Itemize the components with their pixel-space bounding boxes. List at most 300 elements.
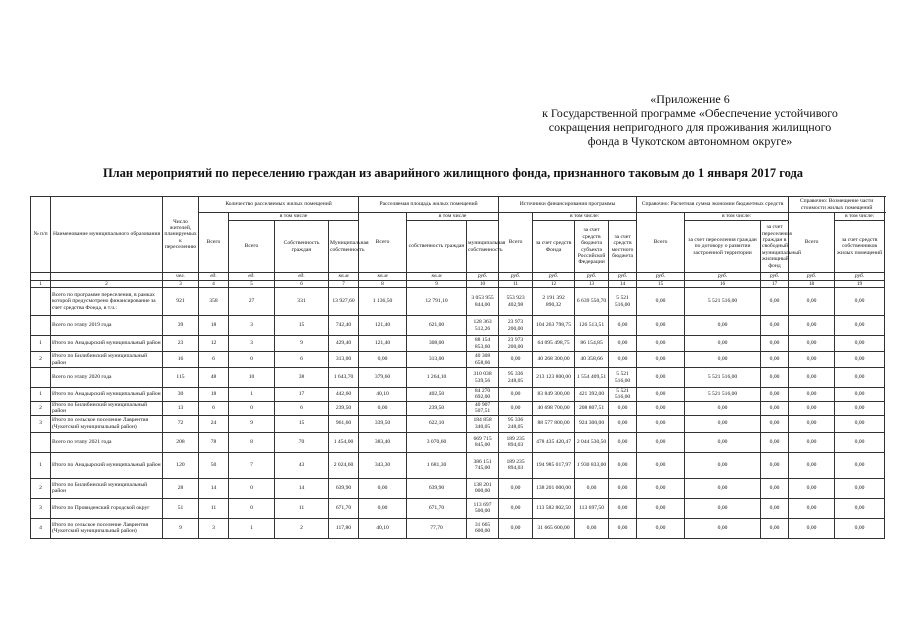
table-cell bbox=[51, 273, 163, 280]
table-cell: Итого по сельское поселение Лаврентия (Чукотский муниципальный район) bbox=[51, 415, 163, 432]
table-cell: 553 923 402,98 bbox=[499, 288, 533, 316]
header-area-private: собственность граждан bbox=[407, 221, 467, 273]
table-cell: 95 336 248,05 bbox=[499, 415, 533, 432]
table-cell: 18 bbox=[199, 316, 229, 336]
header-extra-incl: в том числе: bbox=[685, 213, 789, 221]
table-cell: 0,00 bbox=[789, 288, 835, 316]
table-cell: 95 336 248,05 bbox=[499, 368, 533, 388]
header-source-local: за счет средств местного бюджета bbox=[609, 221, 637, 273]
table-cell: 3 070,60 bbox=[407, 432, 467, 452]
table-cell: 429,40 bbox=[329, 336, 359, 352]
table-cell: 40 698 700,00 bbox=[533, 401, 575, 415]
table-cell: 23 973 200,00 bbox=[499, 336, 533, 352]
table-cell: 0,00 bbox=[637, 452, 685, 478]
table-cell: 120 bbox=[163, 452, 199, 478]
table-cell: 0,00 bbox=[835, 498, 885, 518]
table-cell: 138 201 000,00 bbox=[467, 478, 499, 498]
header-sources-incl: в том числе: bbox=[533, 213, 637, 221]
header-comp-incl: в том числе: bbox=[835, 213, 885, 221]
table-cell: Всего по этапу 2019 года bbox=[51, 316, 163, 336]
table-cell: 6 bbox=[275, 352, 329, 368]
table-cell: 0,00 bbox=[609, 415, 637, 432]
nums-row bbox=[31, 280, 885, 287]
table-cell: кв.м bbox=[407, 273, 467, 280]
table-cell: 1 bbox=[31, 336, 51, 352]
table-cell: 0,00 bbox=[359, 478, 407, 498]
table-cell: 0,00 bbox=[359, 401, 407, 415]
table-cell: 0 bbox=[229, 352, 275, 368]
table-cell: 40 907 507,51 bbox=[467, 401, 499, 415]
header-extra-b: за счет переселения граждан в свободный муниципальный жилищный фонд bbox=[761, 221, 789, 273]
table-cell: 5 521 516,00 bbox=[609, 388, 637, 402]
header-area-incl: в том числе bbox=[407, 213, 499, 221]
table-cell: 0,00 bbox=[499, 518, 533, 538]
table-cell: 39 bbox=[163, 316, 199, 336]
table-cell: 48 bbox=[199, 368, 229, 388]
table-cell: 0,00 bbox=[499, 401, 533, 415]
table-cell: 0,00 bbox=[761, 288, 789, 316]
table-cell: 88 154 853,60 bbox=[467, 336, 499, 352]
table-cell: 0,00 bbox=[685, 432, 761, 452]
table-cell: Итого по Анадырский муниципальный район bbox=[51, 388, 163, 402]
table-cell: 0,00 bbox=[637, 316, 685, 336]
table-cell: 0,00 bbox=[637, 518, 685, 538]
table-cell: 0,00 bbox=[685, 518, 761, 538]
header-premises-total2: Всего bbox=[229, 221, 275, 273]
table-cell: 3 bbox=[199, 518, 229, 538]
table-cell: 51 bbox=[163, 498, 199, 518]
table-cell: 0,00 bbox=[637, 415, 685, 432]
table-cell: 639,90 bbox=[407, 478, 467, 498]
table-cell: 11 bbox=[199, 498, 229, 518]
table-cell: 921 bbox=[163, 288, 199, 316]
table-cell: 1 930 833,00 bbox=[575, 452, 609, 478]
table-cell: руб. bbox=[533, 273, 575, 280]
table-cell: 213 123 800,00 bbox=[533, 368, 575, 388]
table-cell: 0,00 bbox=[835, 336, 885, 352]
table-cell: 7 bbox=[229, 452, 275, 478]
table-cell: ед. bbox=[275, 273, 329, 280]
table-cell: 31 665 600,00 bbox=[467, 518, 499, 538]
table-cell: 13 bbox=[575, 280, 609, 287]
table-cell: 383,40 bbox=[359, 432, 407, 452]
table-cell bbox=[31, 316, 51, 336]
table-cell: 0,00 bbox=[685, 452, 761, 478]
header-premises-group: Количество расселяемых жилых помещений bbox=[199, 197, 359, 213]
table-cell: 3 bbox=[163, 280, 199, 287]
table-cell: 184 858 340,05 bbox=[467, 415, 499, 432]
header-premises-total: Всего bbox=[199, 213, 229, 273]
table-cell: 14 bbox=[275, 478, 329, 498]
table-cell: кв.м bbox=[329, 273, 359, 280]
table-row bbox=[31, 478, 885, 498]
table-cell: 1 681,30 bbox=[407, 452, 467, 478]
table-cell: 6 639 550,70 bbox=[575, 288, 609, 316]
table-cell: 0,00 bbox=[685, 336, 761, 352]
table-cell: 1 136,50 bbox=[359, 288, 407, 316]
table-row bbox=[31, 518, 885, 538]
table-cell: 40,10 bbox=[359, 388, 407, 402]
table-cell: 1 643,70 bbox=[329, 368, 359, 388]
table-cell: Итого по Провиденский городской округ bbox=[51, 498, 163, 518]
table-cell: 442,60 bbox=[329, 388, 359, 402]
table-cell: 3 bbox=[31, 498, 51, 518]
table-cell: 6 bbox=[199, 401, 229, 415]
table-cell: 0,00 bbox=[499, 498, 533, 518]
table-cell: 0,00 bbox=[789, 368, 835, 388]
table-cell: ед. bbox=[229, 273, 275, 280]
table-cell: руб. bbox=[467, 273, 499, 280]
table-cell: 0,00 bbox=[761, 352, 789, 368]
table-cell: 0,00 bbox=[575, 518, 609, 538]
table-cell: 2 bbox=[275, 518, 329, 538]
table-cell: 12 bbox=[199, 336, 229, 352]
table-cell: 0,00 bbox=[835, 452, 885, 478]
table-cell: 0,00 bbox=[789, 388, 835, 402]
table-cell: 117,80 bbox=[329, 518, 359, 538]
table-cell: 104 263 798,75 bbox=[533, 316, 575, 336]
header-source-fund: за счет средств Фонда bbox=[533, 221, 575, 273]
table-row bbox=[31, 432, 885, 452]
table-cell: 0,00 bbox=[359, 352, 407, 368]
header-sources-total: Всего bbox=[499, 213, 533, 273]
header-premises-incl: в том числе bbox=[229, 213, 359, 221]
table-cell: 64 095 498,75 bbox=[533, 336, 575, 352]
table-cell: 8 bbox=[229, 432, 275, 452]
table-row bbox=[31, 401, 885, 415]
table-cell: 0,00 bbox=[609, 498, 637, 518]
table-cell: 358 bbox=[199, 288, 229, 316]
table-cell: руб. bbox=[789, 273, 835, 280]
table-cell: 208 bbox=[163, 432, 199, 452]
table-cell: 70 bbox=[275, 432, 329, 452]
page-title: План мероприятий по переселению граждан из аварийного жилищного фонда, признанного таковым до 1 января 2017 года bbox=[102, 166, 804, 180]
table-cell: Итого по Анадырский муниципальный район bbox=[51, 336, 163, 352]
table-cell: руб. bbox=[637, 273, 685, 280]
table-cell: 84 270 692,00 bbox=[467, 388, 499, 402]
table-cell: 3 053 955 844,00 bbox=[467, 288, 499, 316]
table-row bbox=[31, 498, 885, 518]
table-cell: 113 697 500,00 bbox=[467, 498, 499, 518]
table-cell: 0,00 bbox=[761, 368, 789, 388]
header-num: № п/п bbox=[31, 197, 51, 273]
table-cell: 3 bbox=[31, 415, 51, 432]
table-cell: 1 454,00 bbox=[329, 432, 359, 452]
table-cell: 742,40 bbox=[329, 316, 359, 336]
table-cell: 86 154,85 bbox=[575, 336, 609, 352]
table-cell: 0,00 bbox=[499, 388, 533, 402]
table-cell: 0,00 bbox=[835, 388, 885, 402]
table-cell: 0,00 bbox=[761, 478, 789, 498]
table-cell: Всего по программе переселения, в рамках которой предусмотрено финансирование за счет средства Фонда, в т.ч.: bbox=[51, 288, 163, 316]
table-cell: 961,60 bbox=[329, 415, 359, 432]
table-row bbox=[31, 415, 885, 432]
table-cell: 2 bbox=[31, 352, 51, 368]
table-cell: 0,00 bbox=[685, 415, 761, 432]
table-cell: 13 927,60 bbox=[329, 288, 359, 316]
table-cell: 0,00 bbox=[637, 478, 685, 498]
table-cell: 9 bbox=[229, 415, 275, 432]
appendix-header bbox=[520, 92, 860, 148]
table-cell: 671,70 bbox=[407, 498, 467, 518]
table-cell: 0,00 bbox=[835, 352, 885, 368]
table-cell: ед. bbox=[199, 273, 229, 280]
header-area-municipal: муниципальная собственность bbox=[467, 221, 499, 273]
table-cell: 0,00 bbox=[685, 352, 761, 368]
table-cell: 78 bbox=[199, 432, 229, 452]
table-cell: Итого по Билибинский муниципальный район bbox=[51, 352, 163, 368]
table-cell: 5 521 516,00 bbox=[609, 288, 637, 316]
table-cell: руб. bbox=[685, 273, 761, 280]
table-cell: 18 bbox=[789, 280, 835, 287]
header-extra-group: Справочно: Расчетная сумма экономии бюджетных средств bbox=[637, 197, 789, 213]
table-cell: 478 435 420,47 bbox=[533, 432, 575, 452]
table-cell: Итого по Билибинский муниципальный район bbox=[51, 478, 163, 498]
table-cell: 0,00 bbox=[789, 518, 835, 538]
table-cell: руб. bbox=[575, 273, 609, 280]
table-cell: руб. bbox=[761, 273, 789, 280]
table-cell: 24 bbox=[199, 415, 229, 432]
table-cell: 126 513,51 bbox=[575, 316, 609, 336]
table-cell: 0,00 bbox=[789, 316, 835, 336]
table-cell: 310 038 539,56 bbox=[467, 368, 499, 388]
table-cell: 0,00 bbox=[609, 401, 637, 415]
table-cell: 14 bbox=[609, 280, 637, 287]
table-cell bbox=[31, 368, 51, 388]
table-cell: Итого по Анадырский муниципальный район bbox=[51, 452, 163, 478]
table-cell: 27 bbox=[229, 288, 275, 316]
table-cell: 3 bbox=[229, 316, 275, 336]
table-cell: 622,10 bbox=[407, 415, 467, 432]
table-cell: 31 665 600,00 bbox=[533, 518, 575, 538]
table-cell: 0,00 bbox=[685, 401, 761, 415]
table-cell: 0,00 bbox=[637, 368, 685, 388]
table-cell: 18 bbox=[199, 388, 229, 402]
table-cell: 113 697,50 bbox=[575, 498, 609, 518]
table-cell: 331 bbox=[275, 288, 329, 316]
appendix-line: сокращения непригодного для проживания жилищного bbox=[548, 120, 832, 134]
table-cell: 4 bbox=[31, 518, 51, 538]
table-cell: 379,60 bbox=[359, 368, 407, 388]
table-cell: 0,00 bbox=[637, 498, 685, 518]
appendix-line: к Государственной программе «Обеспечение устойчивого bbox=[542, 106, 838, 120]
table-cell: 0,00 bbox=[499, 352, 533, 368]
table-cell: 0,00 bbox=[835, 316, 885, 336]
table-cell: 6 bbox=[275, 401, 329, 415]
table-cell: 0,00 bbox=[789, 452, 835, 478]
table-cell: 5 521 516,00 bbox=[609, 368, 637, 388]
table-cell: Всего по этапу 2020 года bbox=[51, 368, 163, 388]
table-cell: 0,00 bbox=[761, 316, 789, 336]
header-extra-total: Всего bbox=[637, 213, 685, 273]
table-cell: 10 bbox=[467, 280, 499, 287]
table-cell: 19 bbox=[835, 280, 885, 287]
table-cell: 0,00 bbox=[637, 288, 685, 316]
header-comp-group: Справочно: Возмещение части стоимости жилых помещений bbox=[789, 197, 885, 213]
table-cell: руб. bbox=[835, 273, 885, 280]
table-cell: 1 bbox=[229, 388, 275, 402]
table-cell: 138 201 000,00 bbox=[533, 478, 575, 498]
table-cell: 11 bbox=[499, 280, 533, 287]
table-cell: 2 044 530,50 bbox=[575, 432, 609, 452]
table-cell: 121,40 bbox=[359, 316, 407, 336]
table-row bbox=[31, 368, 885, 388]
table-cell: 0,00 bbox=[359, 498, 407, 518]
table-cell: 28 bbox=[163, 478, 199, 498]
table-cell: 50 bbox=[199, 452, 229, 478]
table-cell: 194 985 017,97 bbox=[533, 452, 575, 478]
table-cell: 0,00 bbox=[835, 432, 885, 452]
table-cell: Итого по сельское поселение Лаврентия (Чукотский муниципальный район) bbox=[51, 518, 163, 538]
table-cell: 8 bbox=[359, 280, 407, 287]
table-cell: 16 bbox=[685, 280, 761, 287]
table-cell: 0,00 bbox=[637, 352, 685, 368]
table-row bbox=[31, 388, 885, 402]
header-sources-group: Источники финансирования программы bbox=[499, 197, 637, 213]
header-area-group: Расселяемая площадь жилых помещений bbox=[359, 197, 499, 213]
table-cell: 128 363 512,26 bbox=[467, 316, 499, 336]
table-cell: 9 bbox=[407, 280, 467, 287]
table-cell: 189 235 894,03 bbox=[499, 432, 533, 452]
header-source-region: за счет средств бюджета субъекта Российской Федерации bbox=[575, 221, 609, 273]
table-cell: 12 bbox=[533, 280, 575, 287]
table-cell: 671,70 bbox=[329, 498, 359, 518]
table-cell: 0,00 bbox=[789, 432, 835, 452]
table-row bbox=[31, 288, 885, 316]
table-cell: 83 849 300,00 bbox=[533, 388, 575, 402]
table-cell: 6 bbox=[275, 280, 329, 287]
table-cell: 0,00 bbox=[761, 498, 789, 518]
table-cell: 0,00 bbox=[609, 432, 637, 452]
header-residents: Число жителей, планируемых к переселению bbox=[163, 197, 199, 273]
table-cell: 5 bbox=[229, 280, 275, 287]
table-cell: 30 bbox=[163, 388, 199, 402]
table-cell: 5 521 516,00 bbox=[685, 368, 761, 388]
table-cell: 77,70 bbox=[407, 518, 467, 538]
table-cell: 0,00 bbox=[609, 518, 637, 538]
table-cell: 5 521 516,00 bbox=[685, 288, 761, 316]
table-cell: 0,00 bbox=[637, 336, 685, 352]
table-cell: 0,00 bbox=[835, 401, 885, 415]
table-cell: 924 300,00 bbox=[575, 415, 609, 432]
appendix-line: «Приложение 6 bbox=[650, 92, 730, 106]
header-name: Наименование муниципального образования bbox=[51, 197, 163, 273]
table-cell: 0,00 bbox=[835, 368, 885, 388]
table-cell: 15 bbox=[275, 415, 329, 432]
table-cell: 402,50 bbox=[407, 388, 467, 402]
table-cell: 0,00 bbox=[789, 352, 835, 368]
header-area-total: Всего bbox=[359, 213, 407, 273]
table-cell: чел. bbox=[163, 273, 199, 280]
table-cell: 0,00 bbox=[499, 478, 533, 498]
table-cell: 17 bbox=[761, 280, 789, 287]
table-cell: 1 264,10 bbox=[407, 368, 467, 388]
header-premises-municipal: Муниципальная собственность bbox=[329, 221, 359, 273]
table-cell: 15 bbox=[637, 280, 685, 287]
table-cell: 0,00 bbox=[761, 336, 789, 352]
table-cell: 2 bbox=[51, 280, 163, 287]
table-cell: 7 bbox=[329, 280, 359, 287]
table-cell: 0,00 bbox=[761, 432, 789, 452]
table-cell: 339,50 bbox=[359, 415, 407, 432]
table-cell: 5 521 516,00 bbox=[685, 388, 761, 402]
table-cell: Всего по этапу 2021 года bbox=[51, 432, 163, 452]
table-cell: 3 bbox=[229, 336, 275, 352]
table-cell: 121,40 bbox=[359, 336, 407, 352]
header-comp-total: Всего bbox=[789, 213, 835, 273]
table-cell: 1 bbox=[229, 518, 275, 538]
table-cell: 0,00 bbox=[637, 401, 685, 415]
table-cell: 13 bbox=[163, 401, 199, 415]
table-cell: 1 554 409,51 bbox=[575, 368, 609, 388]
table-cell: 639,90 bbox=[329, 478, 359, 498]
table-cell bbox=[31, 273, 51, 280]
table-row bbox=[31, 352, 885, 368]
table-cell: 15 bbox=[275, 316, 329, 336]
table-cell: 0,00 bbox=[685, 478, 761, 498]
table-cell: 6 bbox=[199, 352, 229, 368]
table-cell: 40 358,66 bbox=[575, 352, 609, 368]
table-cell: 0,00 bbox=[835, 478, 885, 498]
table-cell: руб. bbox=[609, 273, 637, 280]
table-cell: 0,00 bbox=[789, 498, 835, 518]
table-cell: 421 392,00 bbox=[575, 388, 609, 402]
table-cell: 9 bbox=[275, 336, 329, 352]
table-cell: 88 577 800,00 bbox=[533, 415, 575, 432]
table-cell: 189 235 894,03 bbox=[499, 452, 533, 478]
table-cell: 0,00 bbox=[761, 388, 789, 402]
table-cell: 239,50 bbox=[329, 401, 359, 415]
table-row bbox=[31, 316, 885, 336]
table-cell: 12 791,10 bbox=[407, 288, 467, 316]
table-cell: 313,00 bbox=[329, 352, 359, 368]
table-cell: 16 bbox=[163, 352, 199, 368]
table-cell: 0,00 bbox=[789, 415, 835, 432]
table-cell: 386 151 745,00 bbox=[467, 452, 499, 478]
table-cell: 0,00 bbox=[609, 452, 637, 478]
table-cell: 0,00 bbox=[789, 401, 835, 415]
table-cell: 2 191 392 890,32 bbox=[533, 288, 575, 316]
table-cell: 10 bbox=[229, 368, 275, 388]
table-cell: 0 bbox=[229, 478, 275, 498]
table-cell: 0,00 bbox=[637, 432, 685, 452]
table-row bbox=[31, 336, 885, 352]
table-cell: 23 bbox=[163, 336, 199, 352]
header-premises-private: Собственность граждан bbox=[275, 221, 329, 273]
table-cell: 0,00 bbox=[835, 288, 885, 316]
header-extra-a: за счет переселения граждан по договору о развитии застроенной территории bbox=[685, 221, 761, 273]
table-cell: 40 268 300,00 bbox=[533, 352, 575, 368]
units-row bbox=[31, 273, 885, 280]
table-cell: 0,00 bbox=[761, 452, 789, 478]
table-cell: 40 308 658,66 bbox=[467, 352, 499, 368]
table-cell: 0,00 bbox=[761, 415, 789, 432]
table-cell: кв.м bbox=[359, 273, 407, 280]
table-cell: 343,30 bbox=[359, 452, 407, 478]
table-cell: Итого по Билибинский муниципальный район bbox=[51, 401, 163, 415]
table-cell: 4 bbox=[199, 280, 229, 287]
table-cell: 0,00 bbox=[637, 388, 685, 402]
table-cell: 11 bbox=[275, 498, 329, 518]
table-cell: 2 bbox=[31, 478, 51, 498]
table-cell: 115 bbox=[163, 368, 199, 388]
table-cell: 0,00 bbox=[575, 478, 609, 498]
table-cell: 40,10 bbox=[359, 518, 407, 538]
table-cell: 0,00 bbox=[609, 478, 637, 498]
table-cell: 23 973 200,00 bbox=[499, 316, 533, 336]
table-cell: 14 bbox=[199, 478, 229, 498]
table-cell: руб. bbox=[499, 273, 533, 280]
